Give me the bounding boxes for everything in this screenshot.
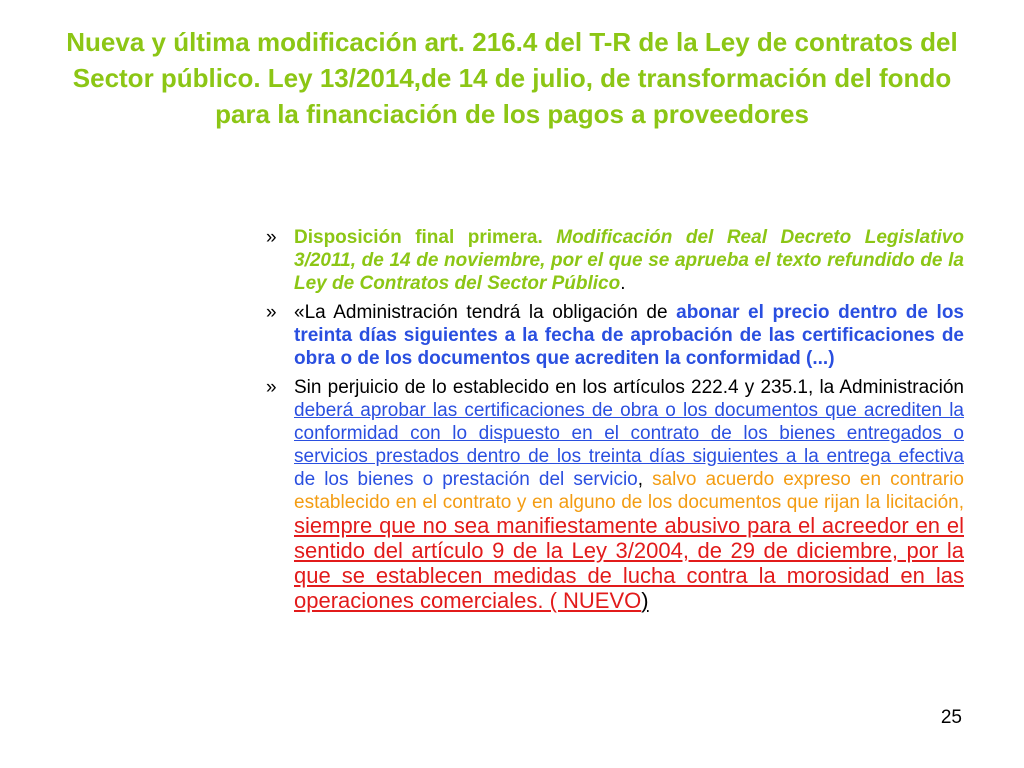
bullet-item-3 (266, 376, 964, 614)
slide-title: Nueva y última modificación art. 216.4 del T-R de la Ley de contratos del Sector público. Ley 13/2014,de 14 de julio, de transformación del fondo para la financiación de los pagos a proveedores (66, 27, 958, 129)
bullet-marker: » (266, 227, 277, 248)
disposition-period: . (620, 273, 626, 294)
bullet-marker: » (266, 377, 277, 398)
approval-deadline-link[interactable]: deberá aprobar las certificaciones de obra o los documentos que acrediten la conformidad con lo dispuesto en el contrato de los bienes entregados o servicios prestados dentro de los treinta días siguientes a la entrega efectiva (294, 400, 964, 467)
abuse-clause-link[interactable]: siempre que no sea manifiestamente abusivo para el acreedor en el sentido del artículo 9 de la Ley 3/2004, de 29 de diciembre, por la que se establecen medidas de lucha contra la morosidad en las operaciones comerciales. ( NUEVO (294, 513, 964, 613)
obligation-text: «La Administración tendrá la obligación de (294, 302, 677, 323)
disposition-subject: Modificación del Real Decreto Legislativo 3/2011, de 14 de noviembre, por el que se aprueba el texto refundido de la Ley de Contratos del Sector Público (294, 227, 964, 294)
bullet-item-1 (266, 226, 964, 295)
reference-text: Sin perjuicio de lo establecido en los artículos 222.4 y 235.1, la Administración (294, 377, 964, 398)
comma-text: , (637, 469, 653, 490)
delivery-text: de los bienes o prestación del servicio (294, 469, 638, 490)
payment-deadline-text: abonar el precio dentro de los treinta días siguientes a la fecha de aprobación de las certificaciones de obra o de los documentos que acrediten la conformidad (...) (294, 302, 964, 369)
page-number: 25 (940, 707, 962, 728)
exception-text: salvo acuerdo expreso en contrario establecido en el contrato y en alguno de los documentos que rijan la licitación, (294, 469, 964, 513)
bullet-marker: » (266, 302, 277, 323)
closing-paren: ) (641, 588, 649, 613)
bullet-item-2 (266, 301, 964, 370)
disposition-heading: Disposición final primera. (294, 227, 557, 248)
bullet-list (266, 226, 964, 620)
